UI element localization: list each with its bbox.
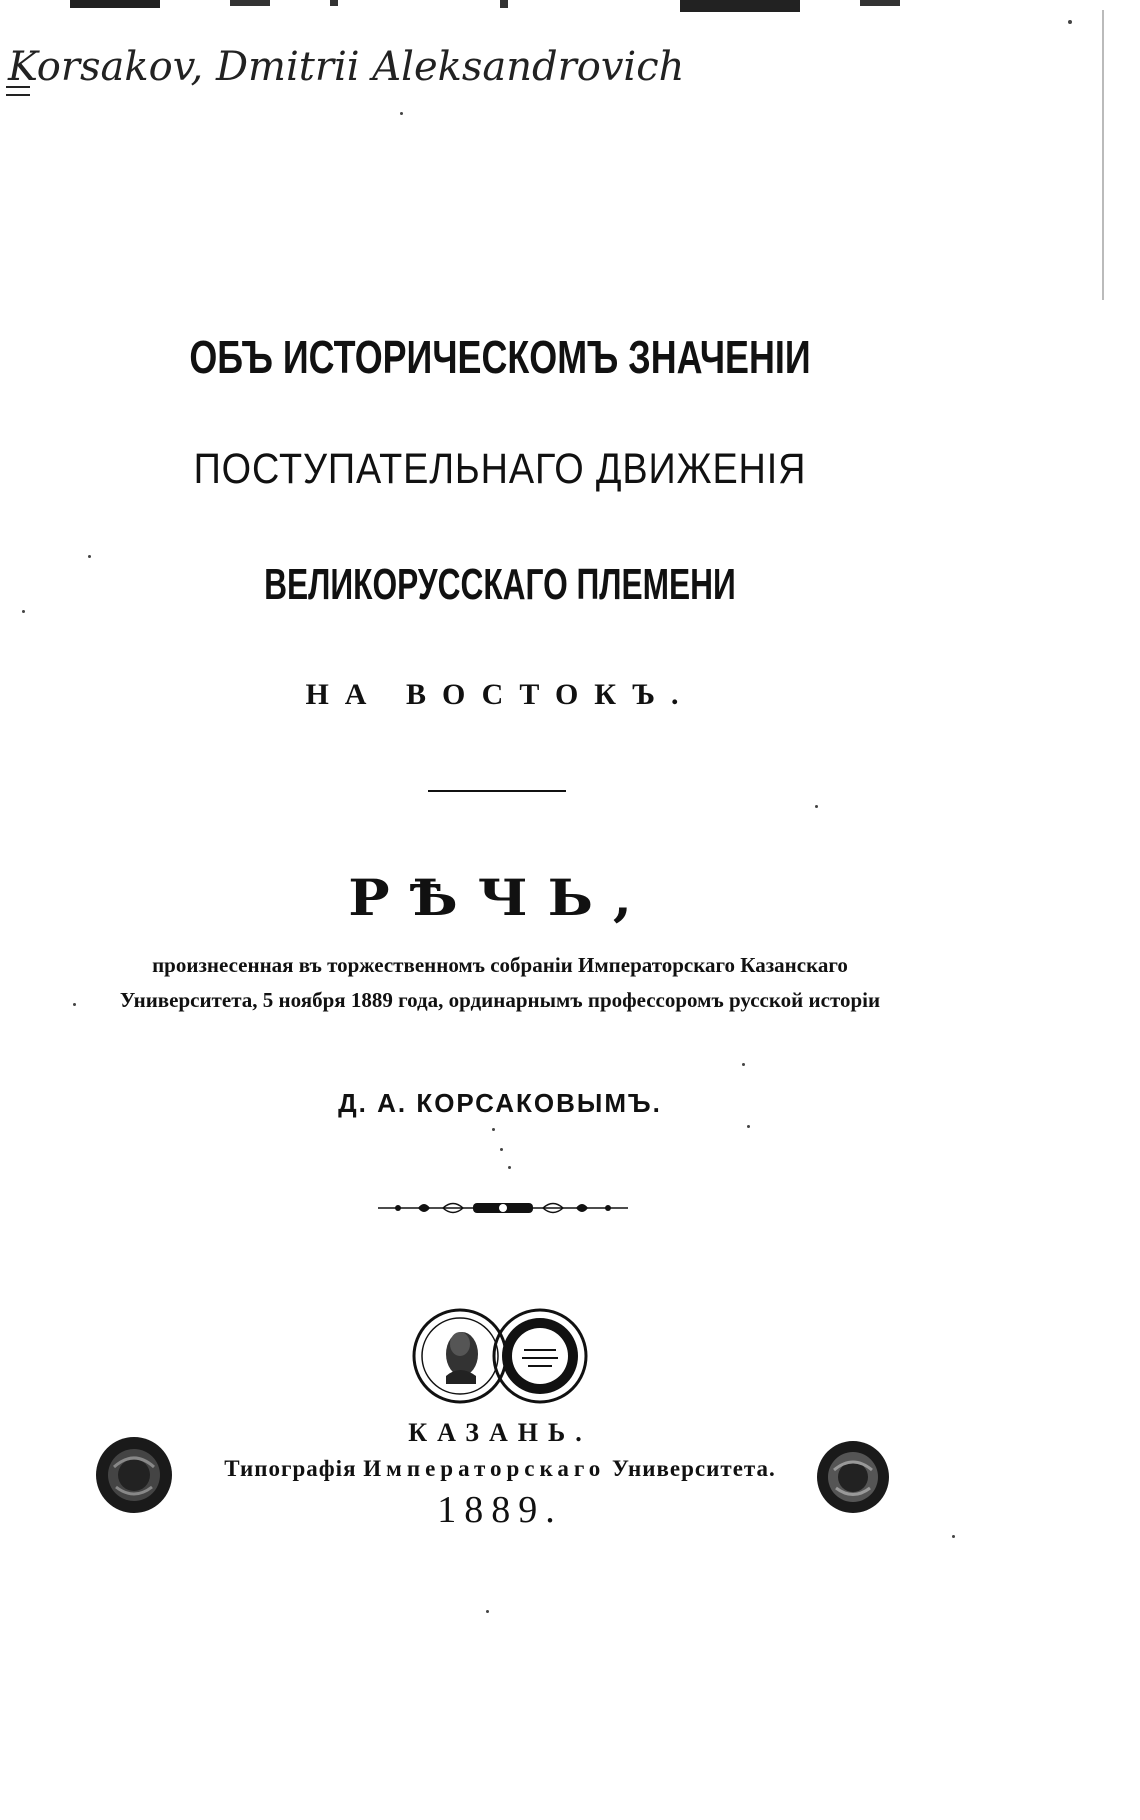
- paper-speck: [22, 610, 25, 613]
- paper-speck: [400, 112, 403, 115]
- paper-speck: [88, 555, 91, 558]
- ornament-divider: [378, 1196, 628, 1220]
- paper-speck: [73, 1003, 76, 1006]
- library-stamp-left: [92, 1433, 176, 1517]
- handwritten-author-note: Korsakov, Dmitrii Aleksandrovich: [8, 44, 685, 90]
- speech-heading: РѢЧЬ,: [348, 868, 652, 927]
- title-line-2: ПОСТУПАТЕЛЬНАГО ДВИЖЕНІЯ: [193, 445, 807, 493]
- paper-speck: [747, 1125, 750, 1128]
- title-line-1: ОБЪ ИСТОРИЧЕСКОМЪ ЗНАЧЕНІИ: [189, 331, 811, 383]
- scan-margin-line: [1102, 10, 1104, 300]
- speech-author: Д. А. КОРСАКОВЫМЪ.: [338, 1088, 662, 1118]
- title-line-4: НА ВОСТОКЪ.: [305, 678, 695, 711]
- imprint-printer-prefix: Типографія: [224, 1456, 357, 1481]
- section-divider: [428, 790, 566, 792]
- paper-speck: [486, 1610, 489, 1613]
- handwritten-underline: [6, 86, 30, 96]
- library-stamp-right: [814, 1438, 892, 1516]
- paper-speck: [500, 1148, 503, 1151]
- imprint-city: КАЗАНЬ.: [408, 1418, 592, 1447]
- imprint-printer-name: Императорскаго: [363, 1456, 606, 1481]
- speech-description: произнесенная въ торжественномъ собраніи Императорскаго Казанскаго Университета, 5 ноября 1889 года, ординарнымъ профессоромъ русской исторіи: [119, 953, 881, 1012]
- university-emblem-seal: [410, 1306, 590, 1406]
- paper-speck: [952, 1535, 955, 1538]
- imprint-year: 1889.: [437, 1489, 563, 1531]
- scan-top-edge: [0, 0, 1140, 16]
- paper-speck: [508, 1166, 511, 1169]
- paper-speck: [492, 1128, 495, 1131]
- paper-speck: [742, 1063, 745, 1066]
- title-line-3: ВЕЛИКОРУССКАГО ПЛЕМЕНИ: [264, 560, 736, 609]
- paper-speck: [815, 805, 818, 808]
- paper-speck: [1068, 20, 1072, 24]
- imprint-printer-suffix: Университета.: [612, 1456, 776, 1481]
